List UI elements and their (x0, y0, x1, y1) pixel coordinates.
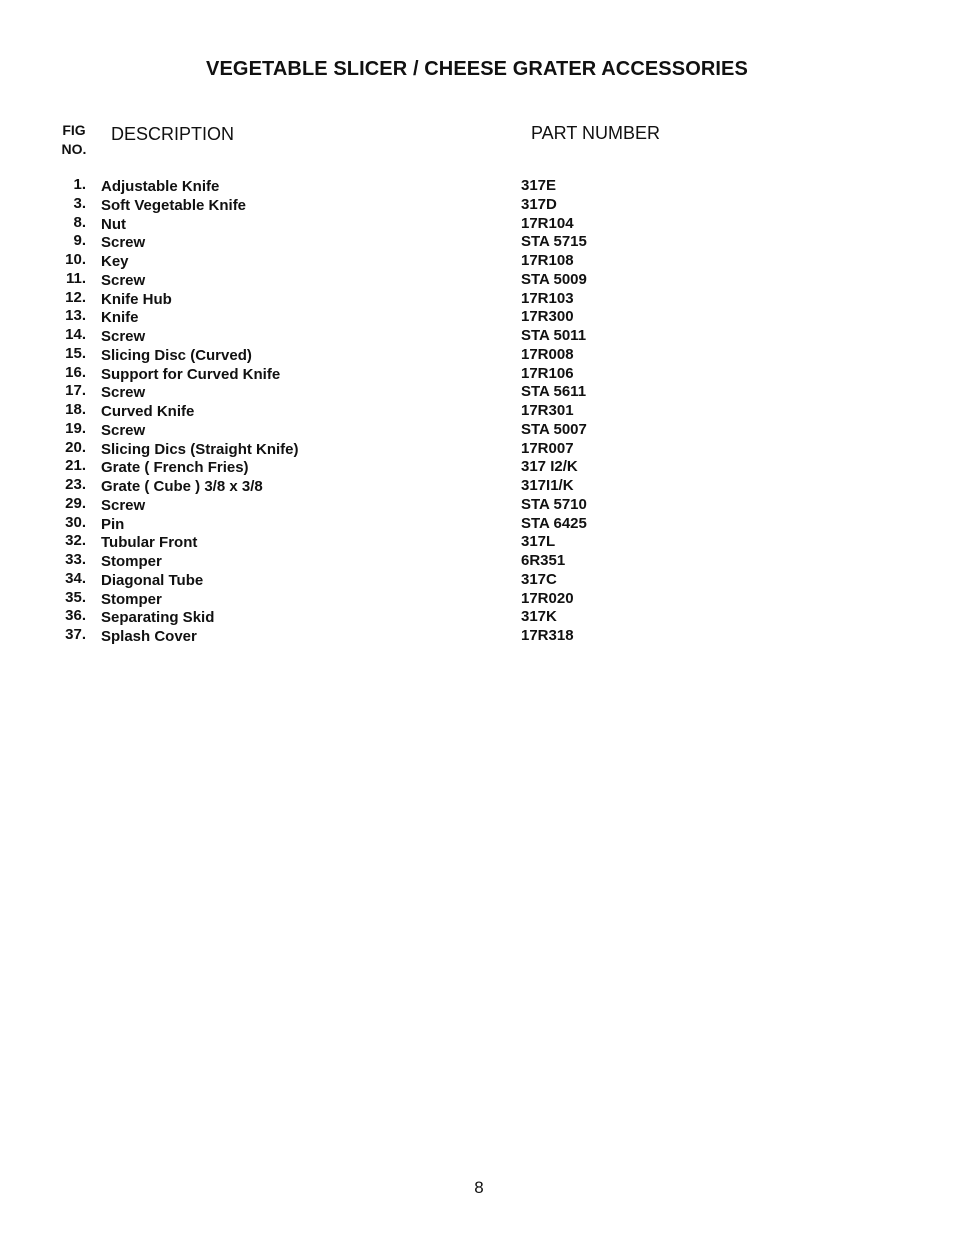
fig-number: 36. (65, 607, 86, 625)
part-description: Knife (101, 309, 139, 327)
part-number-header: PART NUMBER (531, 123, 661, 143)
list-item (0, 420, 954, 439)
part-description: Key (101, 253, 129, 270)
part-number: 317 I2/K (521, 458, 578, 476)
fig-no-header (56, 121, 92, 159)
list-item (0, 476, 954, 495)
part-number: 317K (521, 608, 557, 626)
fig-number: 20. (65, 438, 86, 456)
part-number: 317E (521, 177, 557, 194)
list-item (0, 289, 954, 308)
list-item (0, 570, 954, 589)
list-item (0, 345, 954, 364)
part-number: 17R318 (521, 627, 574, 644)
fig-number: 33. (65, 551, 86, 568)
description-header: DESCRIPTION (111, 124, 235, 144)
part-description: Screw (101, 271, 146, 289)
part-description: Slicing Dics (Straight Knife) (101, 440, 299, 458)
part-number: 317L (521, 533, 556, 551)
list-item (0, 607, 954, 626)
part-number: STA 5611 (521, 383, 587, 401)
fig-number: 11. (65, 269, 86, 287)
part-number: STA 5710 (521, 495, 587, 513)
part-number: 17R301 (521, 402, 574, 419)
part-number: 17R108 (521, 252, 574, 269)
list-item (0, 495, 954, 514)
part-number: 17R007 (521, 439, 574, 457)
part-description: Nut (101, 215, 126, 233)
page-number: 8 (474, 1178, 484, 1197)
part-description: Diagonal Tube (101, 571, 204, 589)
part-description: Adjustable Knife (101, 178, 220, 195)
part-number: 17R104 (521, 214, 574, 232)
fig-number: 15. (65, 344, 86, 362)
list-item (0, 232, 954, 251)
fig-number: 12. (65, 288, 86, 306)
list-item (0, 326, 954, 345)
part-description: Screw (101, 421, 146, 439)
fig-number: 3. (73, 194, 86, 212)
list-item (0, 270, 954, 289)
list-item (0, 439, 954, 458)
part-description: Tubular Front (101, 534, 198, 552)
parts-list (0, 176, 954, 645)
fig-number: 35. (65, 588, 86, 606)
fig-number: 37. (65, 626, 86, 643)
fig-number: 1. (73, 176, 86, 193)
part-description: Pin (101, 515, 125, 533)
list-item (0, 214, 954, 233)
list-item (0, 307, 954, 326)
list-item (0, 382, 954, 401)
list-item (0, 551, 954, 570)
fig-number: 8. (73, 213, 86, 231)
part-number: 6R351 (521, 552, 566, 569)
fig-number: 13. (65, 307, 86, 325)
part-description: Slicing Disc (Curved) (101, 346, 252, 364)
list-item (0, 364, 954, 383)
part-description: Separating Skid (101, 609, 215, 627)
part-description: Curved Knife (101, 403, 195, 420)
part-number: STA 6425 (521, 514, 587, 532)
list-item (0, 176, 954, 195)
fig-number: 32. (65, 532, 86, 550)
list-item (0, 626, 954, 645)
part-number: STA 5715 (521, 233, 587, 251)
fig-number: 10. (65, 251, 86, 268)
part-number: STA 5007 (521, 420, 587, 438)
list-item (0, 589, 954, 608)
list-item (0, 195, 954, 214)
part-description: Stomper (101, 553, 162, 570)
list-item (0, 251, 954, 270)
fig-number: 17. (65, 382, 86, 400)
part-number: 317I1/K (521, 477, 574, 494)
part-number: 317C (521, 570, 557, 588)
list-item (0, 401, 954, 420)
fig-number: 23. (65, 476, 86, 493)
list-item (0, 457, 954, 476)
fig-number: 14. (65, 326, 86, 343)
page-title: VEGETABLE SLICER / CHEESE GRATER ACCESSORIES (206, 58, 748, 80)
part-description: Support for Curved Knife (101, 365, 281, 383)
part-number: 17R103 (521, 289, 574, 307)
fig-number: 18. (65, 401, 86, 418)
fig-number: 21. (65, 457, 86, 475)
part-description: Stomper (101, 590, 162, 608)
part-number: 17R008 (521, 345, 574, 363)
part-description: Splash Cover (101, 628, 197, 645)
part-number: 17R300 (521, 308, 574, 326)
part-number: 317D (521, 195, 557, 213)
part-number: 17R106 (521, 364, 574, 382)
fig-number: 9. (73, 232, 86, 250)
part-description: Knife Hub (101, 290, 172, 308)
part-description: Screw (101, 496, 146, 514)
part-description: Grate ( French Fries) (101, 459, 249, 477)
fig-header-line1: FIG (62, 122, 86, 138)
part-number: STA 5009 (521, 270, 587, 288)
part-number: 17R020 (521, 589, 574, 607)
list-item (0, 514, 954, 533)
list-item (0, 532, 954, 551)
part-number: STA 5011 (521, 327, 587, 344)
part-description: Screw (101, 384, 146, 402)
part-description: Screw (101, 328, 146, 345)
fig-number: 16. (65, 363, 86, 381)
fig-header-line2: NO. (61, 141, 87, 157)
part-description: Screw (101, 234, 146, 252)
fig-number: 19. (65, 419, 86, 437)
fig-number: 34. (65, 569, 86, 587)
part-description: Grate ( Cube ) 3/8 x 3/8 (101, 478, 263, 495)
part-description: Soft Vegetable Knife (101, 196, 247, 214)
fig-number: 30. (65, 513, 86, 531)
fig-number: 29. (65, 494, 86, 512)
